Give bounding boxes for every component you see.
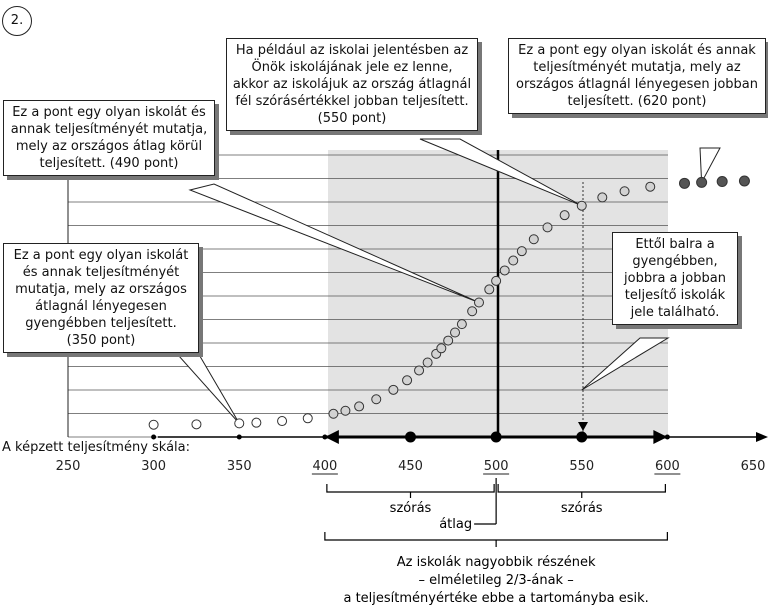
school-point	[620, 187, 629, 196]
school-point	[500, 266, 509, 275]
school-point	[560, 211, 569, 220]
school-point	[717, 177, 727, 187]
school-point	[444, 336, 453, 345]
axis-tick-label: 250	[55, 459, 81, 474]
school-point	[598, 193, 607, 202]
right-sd-bracket	[498, 484, 665, 492]
axis-title: A képzett teljesítmény skála:	[2, 440, 191, 455]
school-point	[389, 385, 398, 394]
range-caption-line: a teljesítményértéke ebbe a tartományba esik.	[343, 591, 649, 606]
mean-label: átlag	[439, 517, 473, 532]
school-point	[192, 420, 201, 429]
right-sd-label: szórás	[560, 501, 603, 516]
school-point	[543, 223, 552, 232]
axis-tick-label: 450	[398, 459, 423, 474]
callout-620: Ez a pont egy olyan iskolát és annak teljesítményét mutatja, mely az országos átlagnál lényegesen jobban teljesített. (620 pont)	[508, 38, 766, 114]
range-caption-line: – elméletileg 2/3-ának –	[418, 573, 574, 588]
left-sd-label: szórás	[389, 501, 432, 516]
scale-marker	[665, 435, 670, 440]
school-point	[517, 247, 526, 256]
axis-arrowhead	[756, 432, 768, 442]
callout-550: Ha például az iskolai jelentésben az Önök iskolájának jele ez lenne, akkor az iskolájuk az ország átlagnál fél szórásértékkel jobban teljesített. (550 pont)	[226, 38, 478, 131]
school-point	[235, 419, 244, 428]
school-point	[252, 418, 261, 427]
school-point	[529, 235, 538, 244]
school-point	[680, 178, 690, 188]
scale-marker	[491, 432, 502, 443]
scale-marker	[151, 435, 156, 440]
callout-side-note: Ettől balra a gyengébben, jobbra a jobban teljesítő iskolák jele található.	[612, 232, 738, 325]
scale-marker	[237, 435, 242, 440]
range-caption-line: Az iskolák nagyobbik részének	[396, 555, 596, 570]
axis-tick-label: 600	[654, 459, 680, 474]
scale-marker	[576, 432, 587, 443]
school-point	[341, 406, 350, 415]
school-point	[355, 402, 364, 411]
school-point	[423, 358, 432, 367]
axis-tick-label: 400	[312, 459, 338, 474]
school-point	[372, 395, 381, 404]
school-point	[278, 417, 287, 426]
school-point	[739, 176, 749, 186]
school-point	[577, 201, 586, 210]
school-point	[509, 256, 518, 265]
axis-tick-label: 650	[740, 459, 766, 474]
school-point	[329, 409, 338, 418]
axis-tick-label: 550	[569, 459, 595, 474]
school-point	[485, 285, 494, 294]
school-point	[697, 177, 707, 187]
school-point	[475, 298, 484, 307]
sd-brackets	[325, 478, 668, 606]
school-point	[403, 376, 412, 385]
school-point	[437, 344, 446, 353]
school-point	[149, 420, 158, 429]
school-point	[646, 182, 655, 191]
axis-tick-label: 350	[226, 459, 252, 474]
axis-tick-label: 300	[141, 459, 167, 474]
range-bracket	[325, 532, 668, 540]
school-point	[451, 328, 460, 337]
school-point	[457, 320, 466, 329]
school-point	[468, 307, 477, 316]
left-sd-bracket	[327, 484, 494, 492]
school-point	[492, 276, 501, 285]
pointer-350	[170, 346, 239, 423]
axis-tick-label: 500	[483, 459, 509, 474]
school-point	[303, 414, 312, 423]
callout-490: Ez a pont egy olyan iskolát és annak teljesítményét mutatja, mely az országos átlag körül teljesített. (490 pont)	[3, 100, 215, 176]
school-point	[415, 366, 424, 375]
scale-marker	[405, 432, 416, 443]
figure-number-badge: 2.	[2, 6, 32, 36]
scale-marker	[322, 435, 327, 440]
callout-350: Ez a pont egy olyan iskolát és annak teljesítményét mutatja, mely az országos átlagnál lényegesen gyengébben teljesített. (350 pont)	[3, 243, 199, 353]
